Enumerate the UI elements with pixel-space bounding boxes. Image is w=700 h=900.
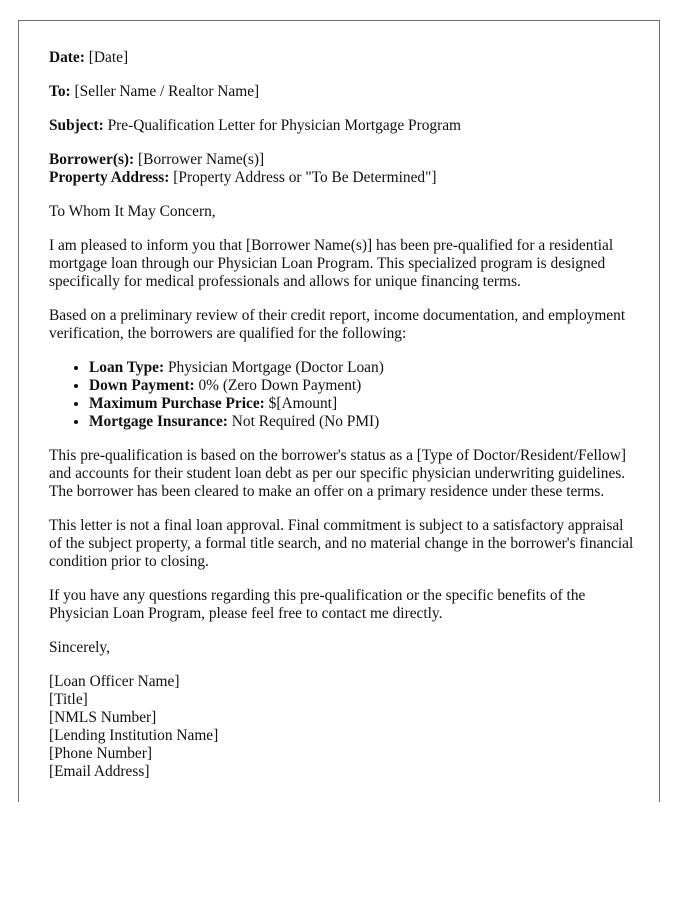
term-item-max-price [89,395,634,413]
intro-paragraph: I am pleased to inform you that [Borrower Name(s)] has been pre-qualified for a residential mortgage loan through our Physician Loan Program. This specialized program is designed specifically for medical professionals and allows for unique financing terms. [49,237,614,290]
property-label: Property Address: [49,169,170,186]
contact-paragraph: If you have any questions regarding this pre-qualification or the specific benefits of the Physician Loan Program, please feel free to contact me directly. [49,587,586,622]
term-item-down-payment [89,377,634,395]
to-line [49,83,634,101]
letter-body [49,49,634,781]
disclaimer-paragraph: This letter is not a final loan approval. Final commitment is subject to a satisfactory appraisal of the subject property, a formal title search, and no material change in the borrower's financial condition prior to closing. [49,517,634,570]
closing: Sincerely, [49,639,110,656]
subject-label: Subject: [49,117,104,134]
term-label: Mortgage Insurance: [89,413,228,430]
term-item-loan-type [89,359,634,377]
property-line [49,169,634,187]
signature-block [49,673,634,781]
borrowers-line [49,151,634,169]
term-item-mortgage-insurance [89,413,634,431]
term-label: Loan Type: [89,359,165,376]
date-value: [Date] [88,49,129,66]
date-line [49,49,634,67]
signature-nmls-number: [NMLS Number] [49,709,157,726]
to-value: [Seller Name / Realtor Name] [74,83,260,100]
letter-page [18,20,660,802]
term-value: 0% (Zero Down Payment) [198,377,362,394]
subject-line [49,117,634,135]
signature-email-address: [Email Address] [49,763,150,780]
borrowers-label: Borrower(s): [49,151,135,168]
to-label: To: [49,83,71,100]
term-label: Down Payment: [89,377,195,394]
date-label: Date: [49,49,85,66]
basis-paragraph: This pre-qualification is based on the borrower's status as a [Type of Doctor/Resident/Fellow] and accounts for their student loan debt as per our specific physician underwriting guidelines. The borrower has been cleared to make an offer on a primary residence under these terms. [49,447,626,500]
term-label: Maximum Purchase Price: [89,395,265,412]
borrowers-value: [Borrower Name(s)] [138,151,265,168]
signature-loan-officer-name: [Loan Officer Name] [49,673,180,690]
term-value: Not Required (No PMI) [231,413,380,430]
review-paragraph: Based on a preliminary review of their credit report, income documentation, and employment verification, the borrowers are qualified for the following: [49,307,626,342]
salutation: To Whom It May Concern, [49,203,216,220]
signature-title: [Title] [49,691,88,708]
signature-phone-number: [Phone Number] [49,745,153,762]
subject-value: Pre-Qualification Letter for Physician Mortgage Program [107,117,462,134]
term-value: $[Amount] [268,395,338,412]
term-value: Physician Mortgage (Doctor Loan) [167,359,384,376]
terms-list [49,359,634,431]
property-value: [Property Address or "To Be Determined"] [173,169,437,186]
signature-institution-name: [Lending Institution Name] [49,727,219,744]
